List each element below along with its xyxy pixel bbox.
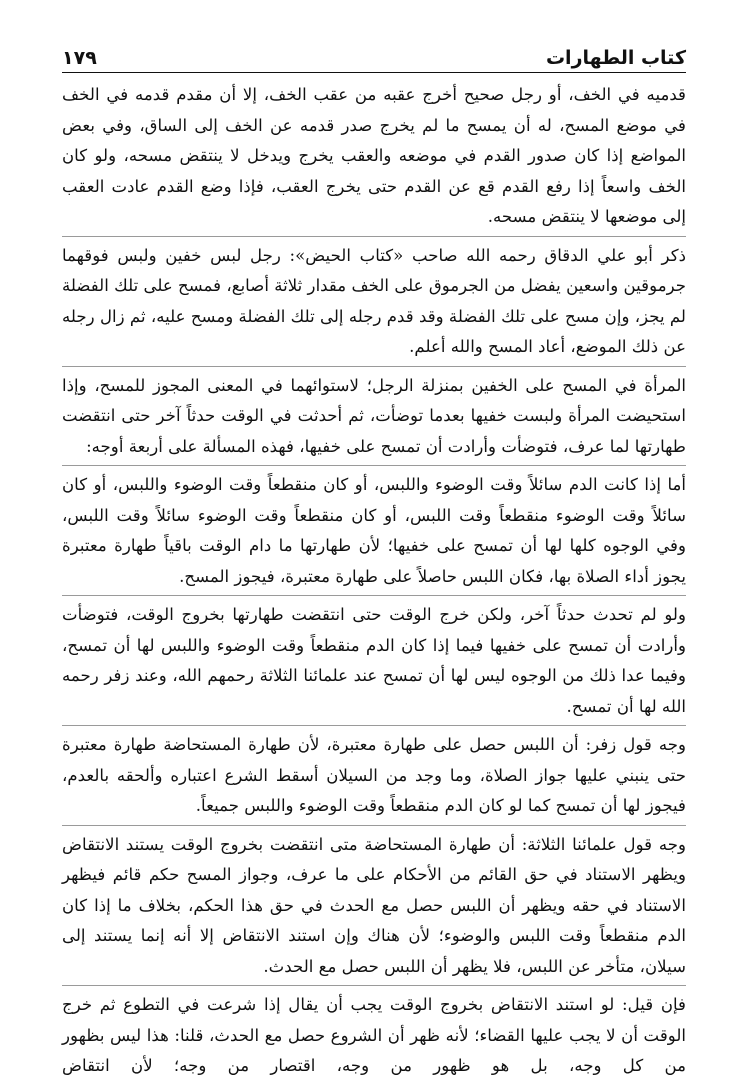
- page-body: [62, 80, 686, 1082]
- paragraph-divider: [62, 366, 686, 367]
- paragraph-6: وجه قول زفر: أن اللبس حصل على طهارة معتبرة، لأن طهارة المستحاضة طهارة معتبرة حتى ينبني عليها جواز الصلاة، وما وجد من السيلان أسقط الشرع اعتباره وألحقه بالعدم، فيجوز لها أن تمسح كما لو كان الدم منقطعاً وقت الوضوء واللبس جميعاً.: [62, 735, 686, 815]
- running-title: كتاب الطهارات: [545, 47, 686, 69]
- paragraph-divider: [62, 985, 686, 986]
- paragraph-7: وجه قول علمائنا الثلاثة: أن طهارة المستحاضة متى انتقضت بخروج الوقت يستند الانتقاض ويظهر الاستناد في حق القائم من الأحكام على ما عرف، وجواز المسح حكم قائم فيظهر الاستناد في حقه ويظهر أن اللبس حصل مع الحدث في حق هذا الحكم، بخلاف ما إذا كان الدم منقطعاً وقت اللبس والوضوء؛ لأن هناك وإن استند الانتقاض إلا أنه إنما يستند إلى سيلان، متأخر عن اللبس، فلا يظهر أن اللبس حصل مع الحدث.: [62, 834, 686, 976]
- paragraph-8: فإن قيل: لو استند الانتقاض بخروج الوقت يجب أن يقال إذا شرعت في التطوع ثم خرج الوقت أن لا يجب عليها القضاء؛ لأنه ظهر أن الشروع حصل مع الحدث، قلنا: هذا ليس بظهور من كل وجه، بل هو ظهور من وجه، اقتصار من وجه؛ لأن انتقاض: [62, 995, 686, 1075]
- page-header: [62, 36, 686, 73]
- paragraph-2: ذكر أبو علي الدقاق رحمه الله صاحب «كتاب الحيض»: رجل لبس خفين ولبس فوقهما جرموقين واسعين يفضل من الجرموق على الخف مقدار ثلاثة أصابع، فمسح على تلك الفضلة لم يجز، وإن مسح على تلك الفضلة وقد قدم رجله إلى تلك الفضلة ومسح عليه، ثم زال رجله عن ذلك الموضع، أعاد المسح والله أعلم.: [62, 245, 686, 356]
- paragraph-1: قدميه في الخف، أو رجل صحيح أخرج عقبه من عقب الخف، إلا أن مقدم قدمه في الخف في موضع المسح، له أن يمسح ما لم يخرج صدر قدمه عن الخف إلى الساق، وفي بعض المواضع إذا كان صدور القدم في موضعه والعقب يخرج ويدخل لا ينتقض مسحه، ولو كان الخف واسعاً إذا رفع القدم قع عن القدم حتى يخرج العقب، فإذا وضع القدم عادت العقب إلى موضعها لا ينتقض مسحه.: [62, 85, 686, 226]
- paragraph-divider: [62, 236, 686, 237]
- paragraph-3: المرأة في المسح على الخفين بمنزلة الرجل؛ لاستوائهما في المعنى المجوز للمسح، وإذا استحيضت المرأة ولبست خفيها بعدما توضأت، ثم أحدثت في الوقت حدثاً آخر حتى انتقضت طهارتها لما عرف، فتوضأت وأرادت أن تمسح على خفيها، فهذه المسألة على أربعة أوجه:: [62, 375, 686, 456]
- paragraph-divider: [62, 595, 686, 596]
- paragraph-divider: [62, 825, 686, 826]
- paragraph-divider: [62, 725, 686, 726]
- page-number: ١٧٩: [62, 47, 97, 69]
- paragraph-divider: [62, 465, 686, 466]
- paragraph-4: أما إذا كانت الدم سائلاً وقت الوضوء واللبس، أو كان منقطعاً وقت الوضوء واللبس، أو كان سائلاً وقت الوضوء منقطعاً وقت اللبس، أو كان منقطعاً وقت الوضوء سائلاً وقت اللبس، وفي الوجوه كلها لها أن تمسح على خفيها؛ لأن طهارتها ما دام الوقت باقياً طهارة معتبرة يجوز أداء الصلاة بها، فكان اللبس حاصلاً على طهارة معتبرة، فيجوز المسح.: [62, 475, 686, 586]
- paragraph-5: ولو لم تحدث حدثاً آخر، ولكن خرج الوقت حتى انتقضت طهارتها بخروج الوقت، فتوضأت وأرادت أن تمسح على خفيها فيما إذا كان الدم منقطعاً وقت الوضوء واللبس لها أن تمسح، وفيما عدا ذلك من الوجوه ليس لها أن تمسح عند علمائنا الثلاثة رحمهم الله، وعند زفر رحمه الله لها أن تمسح.: [62, 605, 686, 716]
